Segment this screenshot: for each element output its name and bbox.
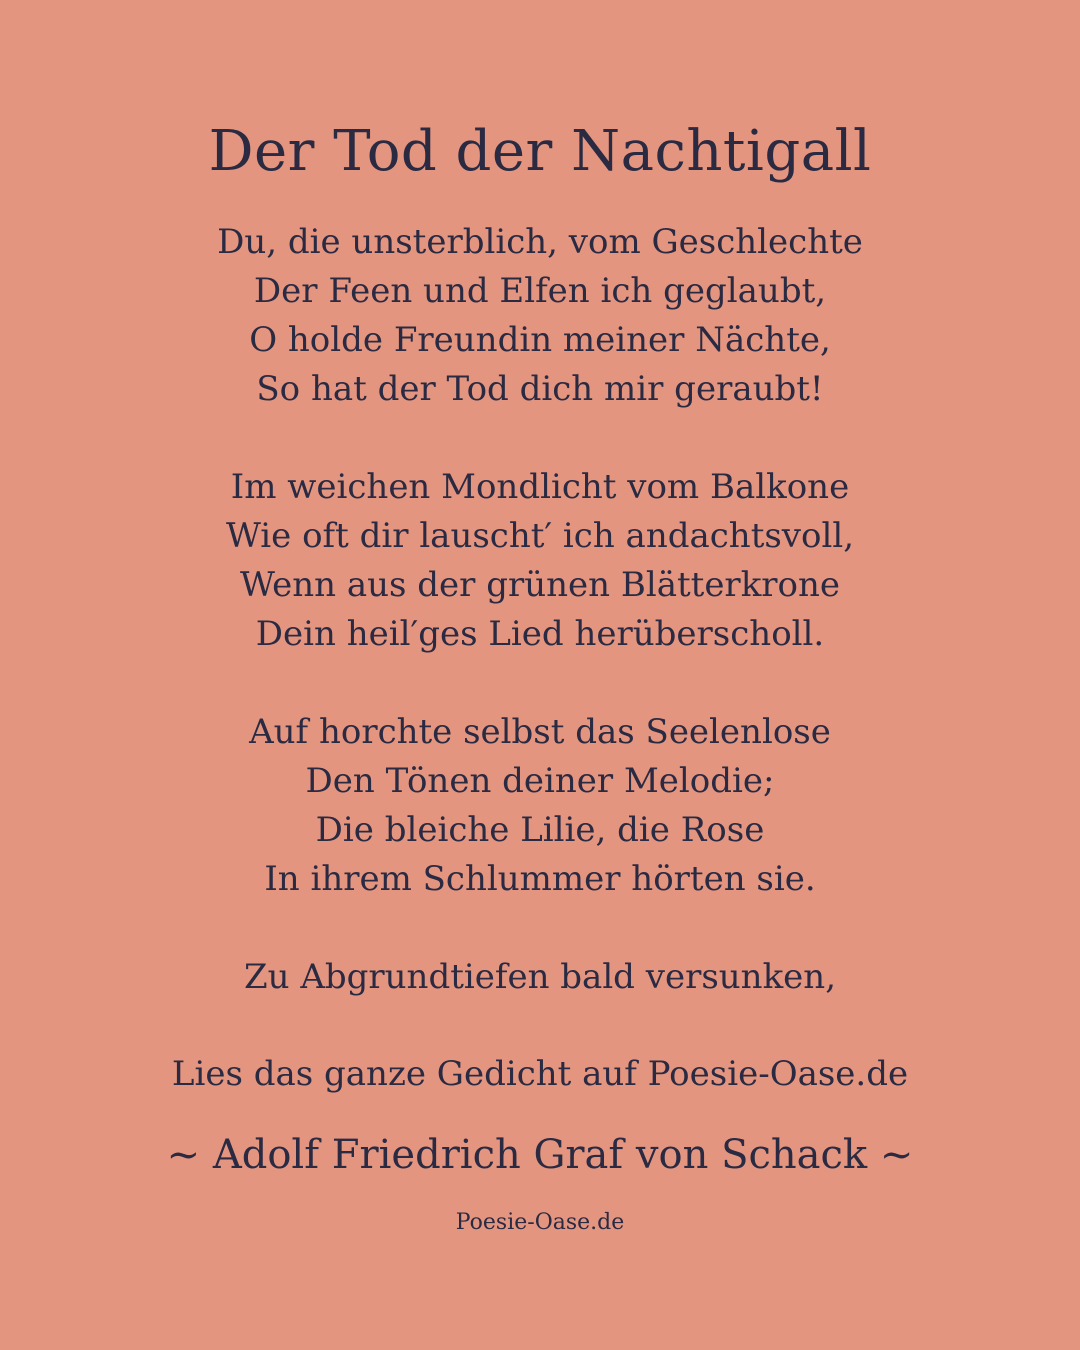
stanza-2	[0, 463, 1080, 659]
poem-line: O holde Freundin meiner Nächte,	[249, 320, 831, 360]
poem-line: Den Tönen deiner Melodie;	[305, 761, 775, 801]
poem-line: Zu Abgrundtiefen bald versunken,	[243, 957, 837, 997]
site-watermark: Poesie-Oase.de	[455, 1210, 625, 1235]
poem-line: Im weichen Mondlicht vom Balkone	[230, 467, 850, 507]
poem-line: Auf horchte selbst das Seelenlose	[249, 712, 831, 752]
stanza-1	[0, 218, 1080, 414]
poem-line: In ihrem Schlummer hörten sie.	[264, 859, 816, 899]
stanza-3	[0, 708, 1080, 904]
stanza-4	[0, 953, 1080, 1002]
poem-line: Die bleiche Lilie, die Rose	[315, 810, 765, 850]
poem-line: Du, die unsterblich, vom Geschlechte	[217, 222, 863, 262]
poem-line: Dein heil′ges Lied herüberscholl.	[255, 614, 825, 654]
poem-line: Wenn aus der grünen Blätterkrone	[239, 565, 841, 605]
author-name: ~ Adolf Friedrich Graf von Schack ~	[166, 1132, 914, 1178]
poem-title: Der Tod der Nachtigall	[208, 119, 872, 184]
poem-line: Wie oft dir lauscht′ ich andachtsvoll,	[225, 516, 855, 556]
poem-body	[0, 218, 1080, 1051]
poem-line: Der Feen und Elfen ich geglaubt,	[253, 271, 827, 311]
read-more-text: Lies das ganze Gedicht auf Poesie-Oase.de	[171, 1054, 909, 1094]
poem-line: So hat der Tod dich mir geraubt!	[256, 369, 824, 409]
